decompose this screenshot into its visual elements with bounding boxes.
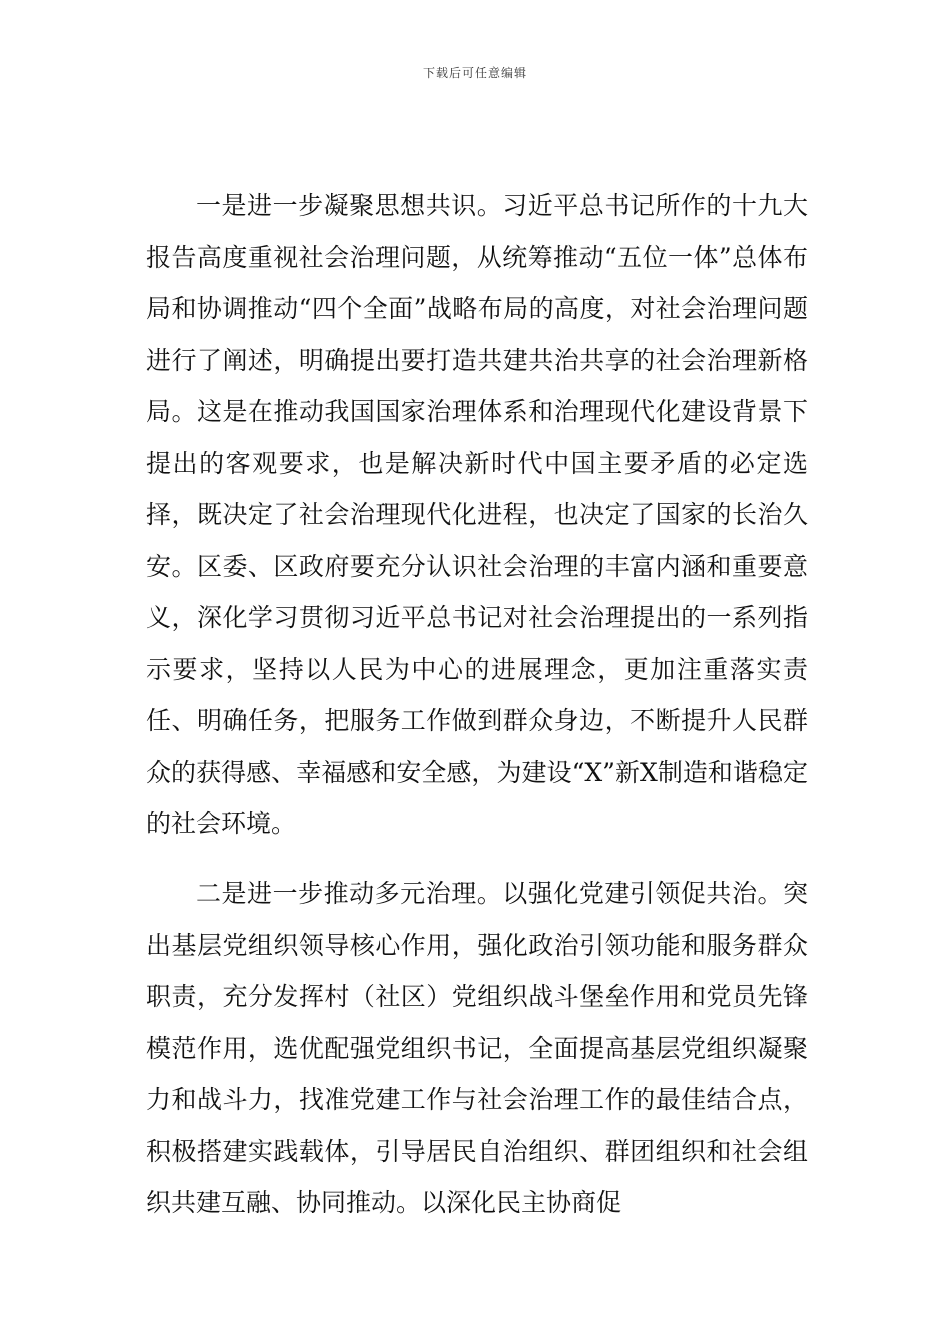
body-paragraph-2 (146, 868, 808, 1229)
body-paragraph-1 (146, 180, 808, 850)
page-header: 下载后可任意编辑 (422, 66, 527, 80)
paragraph-text: 一是进一步凝聚思想共识。习近平总书记所作的十九大报告高度重视社会治理问题，从统筹推动“五位一体”总体布局和协调推动“四个全面”战略布局的高度，对社会治理问题进行了阐述，明确提出要打造共建共治共享的社会治理新格局。这是在推动我国国家治理体系和治理现代化建设背景下提出的客观要求，也是解决新时代中国主要矛盾的必定选择，既决定了社会治理现代化进程，也决定了国家的长治久安。区委、区政府要充分认识社会治理的丰富内涵和重要意义，深化学习贯彻习近平总书记对社会治理提出的一系列指示要求，坚持以人民为中心的进展理念，更加注重落实责任、明确任务，把服务工作做到群众身边，不断提升人民群众的获得感、幸福感和安全感，为建设“X”新X制造和谐稳定的社会环境。 (146, 191, 808, 838)
paragraph-text: 二是进一步推动多元治理。以强化党建引领促共治。突出基层党组织领导核心作用，强化政治引领功能和服务群众职责，充分发挥村（社区）党组织战斗堡垒作用和党员先锋模范作用，选优配强党组织书记，全面提高基层党组织凝聚力和战斗力，找准党建工作与社会治理工作的最佳结合点，积极搭建实践载体，引导居民自治组织、群团组织和社会组织共建互融、协同推动。以深化民主协商促 (146, 879, 808, 1217)
